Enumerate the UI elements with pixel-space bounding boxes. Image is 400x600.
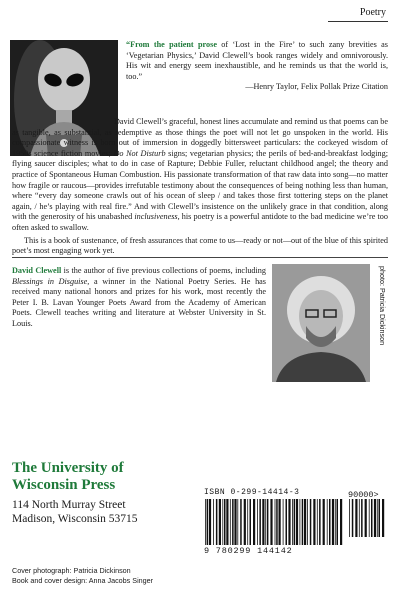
publisher-address [12, 498, 138, 526]
cover-credits [12, 566, 153, 585]
bio-italic: Blessings in Disguise, [12, 276, 90, 286]
description-paragraph-1 [12, 117, 388, 234]
isbn-label: ISBN 0-299-14414-3 [204, 488, 300, 497]
author-name: David Clewell [12, 266, 62, 275]
barcode-bars [204, 499, 344, 545]
quote-text: of ‘Lost in the Fire’ to such zany brevities as ‘Vegetarian Physics,’ David Clewell’s book ranges widely and omnivorously. His wit and energy seem inexhaustible, and he reminds us that the world is, too.” [126, 40, 388, 81]
desc-italic-a: Do Not Disturb [113, 148, 166, 158]
design-credit: Book and cover design: Anna Jacobs Singer [12, 575, 154, 585]
desc-text-a: David Clewell’s graceful, honest lines accumulate and remind us that poems can be as tangible, as substantial, as redemptive as those things the poet will not let go unspoken in the world. His compassionate witness is born out of immersion in doggedly bittersweet particulars: the cockeyed wisdom of 1950s science fiction movies; [12, 117, 388, 158]
quote-lead: “From the patient prose [126, 40, 217, 49]
desc-text-c: his poetry is a powerful antidote to the bad medicine we’re too often asked to swallow. [12, 212, 388, 232]
quote-citation: —Henry Taylor, Felix Pollak Prize Citation [245, 82, 388, 92]
isbn-barcode [196, 488, 388, 560]
genre-rule [328, 21, 388, 22]
publisher-name [12, 460, 124, 494]
description-paragraph-2: This is a book of sustenance, of fresh assurances that come to us—ready or not—out of the blue of this spirited poet’s most engaging work yet. [12, 235, 388, 256]
book-description [12, 117, 388, 259]
address-line-2: Madison, Wisconsin 53715 [12, 513, 138, 525]
section-divider [12, 257, 388, 258]
publisher-line-2: Wisconsin Press [12, 477, 116, 493]
desc-text-b: signs; vegetarian physics; the perils of bed-and-breakfast lodging; flying saucer disciples; what to do in case of Rapture; Debbie Fuller, reluctant childhood angel; the theory and practice of Spontaneous Human Combustion. His passionate transformation of that raw data into song—no matter how fragile or raucous—provides irrefutable testimony about the consequences of being nothing less than human, where “every day someone crawls out of his ocean of sleep / and takes those first tottering steps on the planet again, / he’s playing with real fire.” And with Clewell’s insistence on the unlikely grace in that condition, along with the generosity of his unabashed [12, 148, 388, 222]
bio-text-b: a winner in the National Poetry Series. He has received many national honors and prizes for his work, most recently the Peter I. B. Lavan Younger Poets Award from the Academy of American Poets. Clewell teaches writing and literature at Webster University in St. Louis. [12, 276, 266, 328]
address-line-1: 114 North Murray Street [12, 499, 126, 511]
publisher-line-1: The University of [12, 460, 124, 476]
author-bio [12, 266, 266, 330]
author-portrait-image [272, 264, 370, 382]
cover-photo-credit: Cover photograph: Patricia Dickinson [12, 566, 131, 575]
desc-italic-b: inclusiveness, [134, 212, 180, 222]
ean-number: 9 780299 144142 [204, 546, 293, 556]
photo-credit: photo: Patricia Dickinson [378, 266, 387, 346]
addon-number: 90000> [348, 490, 379, 500]
bio-text-a: is the author of five previous collections of poems, including [61, 266, 266, 275]
addon-barcode-bars [348, 499, 388, 545]
praise-quote [126, 40, 388, 93]
genre-label: Poetry [359, 7, 386, 18]
